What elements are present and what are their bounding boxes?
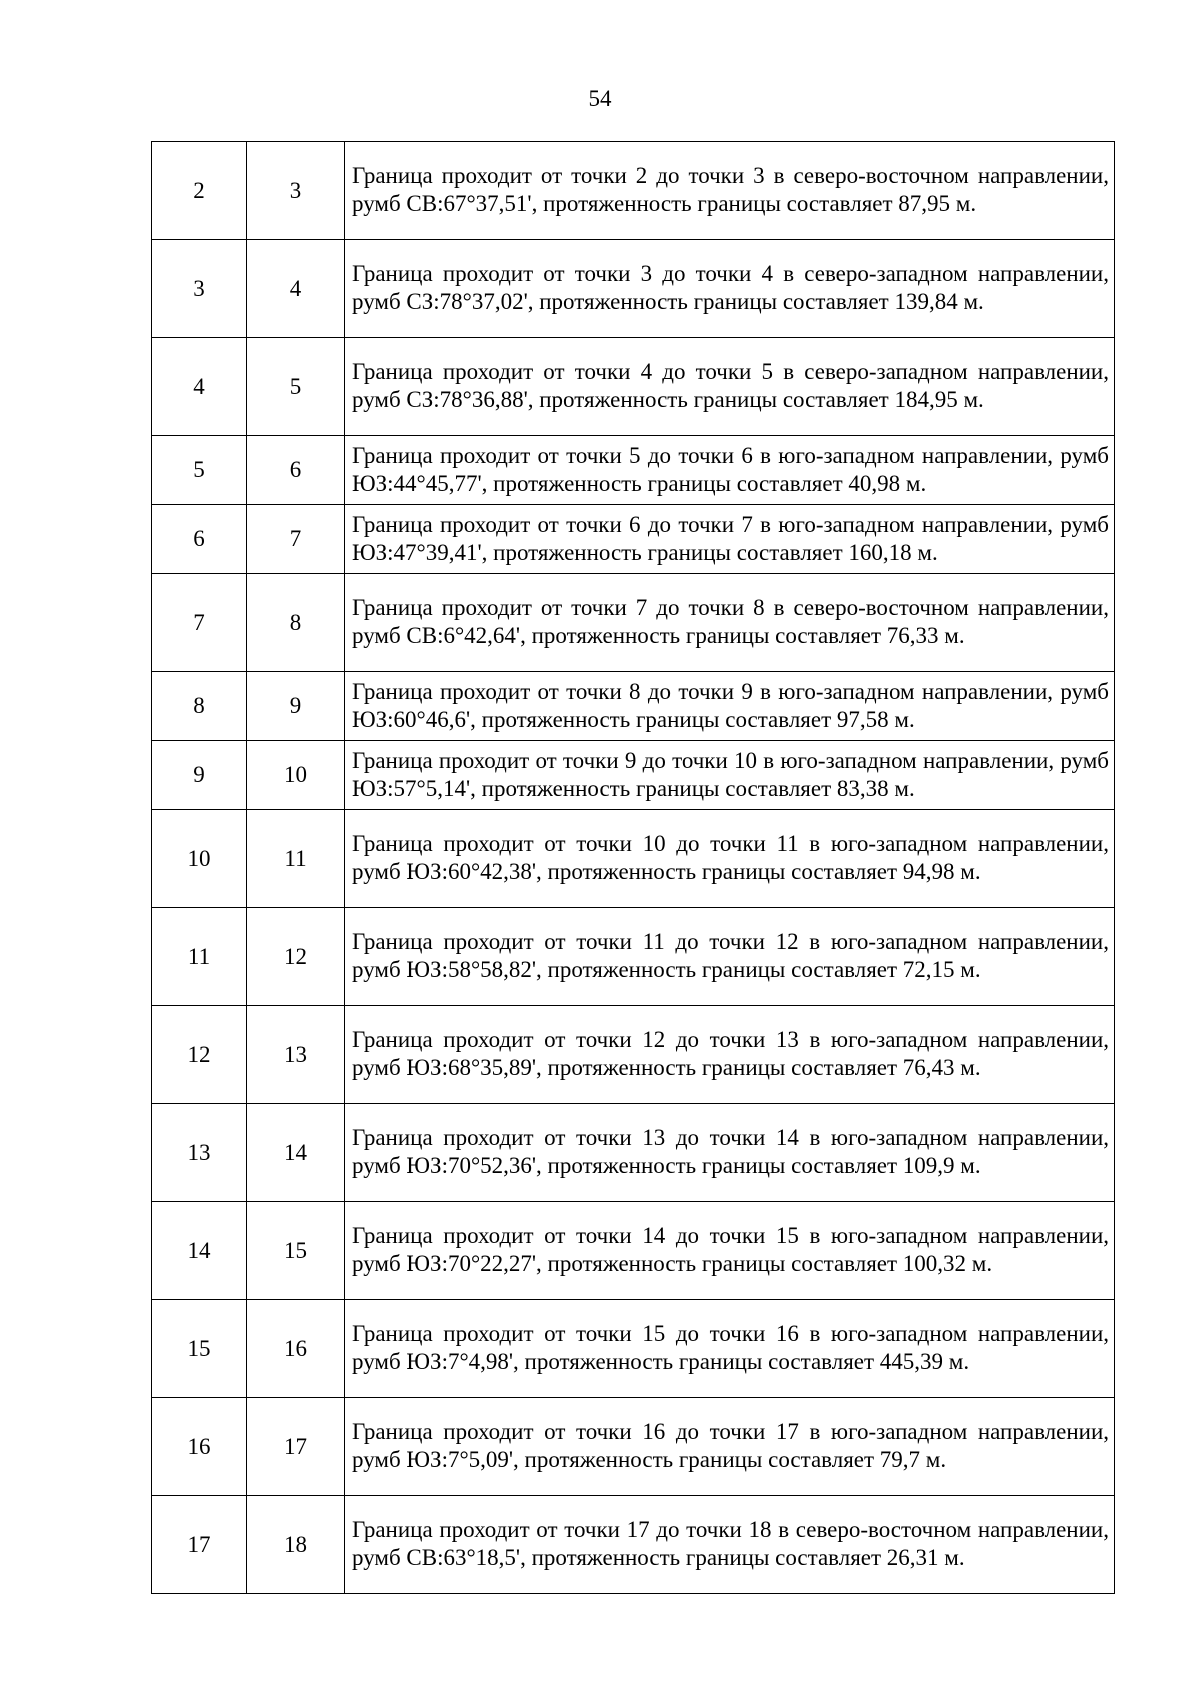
boundary-description-table [151,141,1115,1594]
from-point-cell: 14 [152,1202,247,1300]
to-point-cell: 8 [247,574,345,672]
to-point-cell: 16 [247,1300,345,1398]
boundary-description-cell: Граница проходит от точки 4 до точки 5 в северо-западном направлении, румб СЗ:78°36,88', протяженность границы составляет 184,95 м. [345,338,1115,436]
boundary-description-cell: Граница проходит от точки 9 до точки 10 в юго-западном направлении, румб ЮЗ:57°5,14', протяженность границы составляет 83,38 м. [345,741,1115,810]
boundary-description-cell: Граница проходит от точки 2 до точки 3 в северо-восточном направлении, румб СВ:67°37,51', протяженность границы составляет 87,95 м. [345,142,1115,240]
table-row [152,338,1115,436]
table-row [152,1104,1115,1202]
to-point-cell: 11 [247,810,345,908]
to-point-cell: 15 [247,1202,345,1300]
table-row [152,240,1115,338]
boundary-description-cell: Граница проходит от точки 13 до точки 14 в юго-западном направлении, румб ЮЗ:70°52,36', протяженность границы составляет 109,9 м. [345,1104,1115,1202]
page-number: 54 [588,86,612,111]
from-point-cell: 17 [152,1496,247,1594]
table-row [152,1300,1115,1398]
boundary-description-cell: Граница проходит от точки 15 до точки 16 в юго-западном направлении, румб ЮЗ:7°4,98', протяженность границы составляет 445,39 м. [345,1300,1115,1398]
from-point-cell: 13 [152,1104,247,1202]
table-row [152,1496,1115,1594]
to-point-cell: 6 [247,436,345,505]
boundary-description-cell: Граница проходит от точки 17 до точки 18 в северо-восточном направлении, румб СВ:63°18,5', протяженность границы составляет 26,31 м. [345,1496,1115,1594]
boundary-description-cell: Граница проходит от точки 14 до точки 15 в юго-западном направлении, румб ЮЗ:70°22,27', протяженность границы составляет 100,32 м. [345,1202,1115,1300]
table-row [152,1398,1115,1496]
table-row [152,574,1115,672]
boundary-description-cell: Граница проходит от точки 7 до точки 8 в северо-восточном направлении, румб СВ:6°42,64', протяженность границы составляет 76,33 м. [345,574,1115,672]
to-point-cell: 10 [247,741,345,810]
table-row [152,741,1115,810]
to-point-cell: 14 [247,1104,345,1202]
from-point-cell: 2 [152,142,247,240]
from-point-cell: 6 [152,505,247,574]
from-point-cell: 10 [152,810,247,908]
to-point-cell: 3 [247,142,345,240]
table-row [152,1202,1115,1300]
boundary-description-cell: Граница проходит от точки 5 до точки 6 в юго-западном направлении, румб ЮЗ:44°45,77', протяженность границы составляет 40,98 м. [345,436,1115,505]
from-point-cell: 3 [152,240,247,338]
boundary-description-cell: Граница проходит от точки 11 до точки 12 в юго-западном направлении, румб ЮЗ:58°58,82', протяженность границы составляет 72,15 м. [345,908,1115,1006]
from-point-cell: 9 [152,741,247,810]
from-point-cell: 11 [152,908,247,1006]
from-point-cell: 15 [152,1300,247,1398]
to-point-cell: 5 [247,338,345,436]
from-point-cell: 8 [152,672,247,741]
to-point-cell: 13 [247,1006,345,1104]
to-point-cell: 17 [247,1398,345,1496]
to-point-cell: 12 [247,908,345,1006]
table-row [152,142,1115,240]
table-row [152,810,1115,908]
to-point-cell: 4 [247,240,345,338]
table-row [152,908,1115,1006]
table-row [152,1006,1115,1104]
boundary-description-cell: Граница проходит от точки 12 до точки 13 в юго-западном направлении, румб ЮЗ:68°35,89', протяженность границы составляет 76,43 м. [345,1006,1115,1104]
boundary-description-cell: Граница проходит от точки 6 до точки 7 в юго-западном направлении, румб ЮЗ:47°39,41', протяженность границы составляет 160,18 м. [345,505,1115,574]
from-point-cell: 5 [152,436,247,505]
table-row [152,505,1115,574]
boundary-description-cell: Граница проходит от точки 3 до точки 4 в северо-западном направлении, румб СЗ:78°37,02', протяженность границы составляет 139,84 м. [345,240,1115,338]
from-point-cell: 7 [152,574,247,672]
boundary-description-cell: Граница проходит от точки 10 до точки 11 в юго-западном направлении, румб ЮЗ:60°42,38', протяженность границы составляет 94,98 м. [345,810,1115,908]
from-point-cell: 4 [152,338,247,436]
to-point-cell: 7 [247,505,345,574]
to-point-cell: 9 [247,672,345,741]
boundary-description-cell: Граница проходит от точки 16 до точки 17 в юго-западном направлении, румб ЮЗ:7°5,09', протяженность границы составляет 79,7 м. [345,1398,1115,1496]
from-point-cell: 12 [152,1006,247,1104]
table-row [152,672,1115,741]
boundary-description-cell: Граница проходит от точки 8 до точки 9 в юго-западном направлении, румб ЮЗ:60°46,6', протяженность границы составляет 97,58 м. [345,672,1115,741]
from-point-cell: 16 [152,1398,247,1496]
to-point-cell: 18 [247,1496,345,1594]
table-row [152,436,1115,505]
